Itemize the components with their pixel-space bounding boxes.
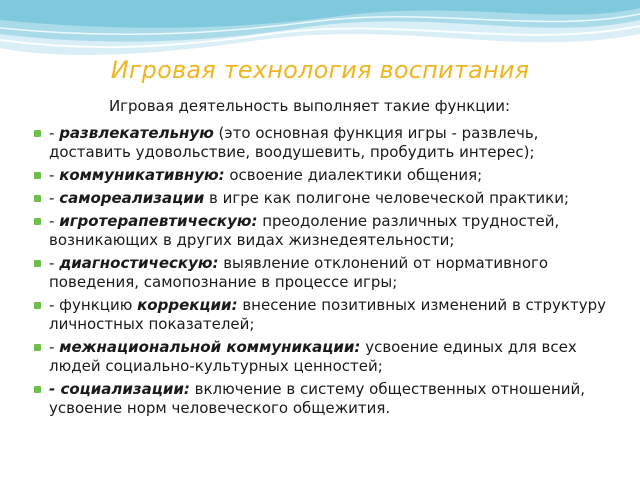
- item-prefix: - функцию: [49, 296, 138, 314]
- item-prefix: -: [49, 189, 60, 207]
- item-term: коммуникативную:: [59, 166, 225, 184]
- bullet-icon: [34, 130, 41, 137]
- list-item-self-realization: [34, 189, 609, 208]
- item-text: внесение позитивных изменений в структуру личностных показателей;: [49, 296, 607, 333]
- list-item-international-communication: [34, 338, 609, 376]
- item-term: - социализации:: [49, 380, 190, 398]
- item-text: (это основная функция игры - развлечь, доставить удовольствие, воодушевить, пробудить интерес);: [49, 124, 539, 161]
- item-term: игротерапевтическую:: [59, 212, 258, 230]
- list-item-correction: [34, 296, 609, 334]
- bullet-icon: [34, 218, 41, 225]
- bullet-icon: [34, 172, 41, 179]
- item-term: самореализации: [59, 189, 205, 207]
- item-text: освоение диалектики общения;: [224, 166, 483, 184]
- item-text: усвоение единых для всех людей социально-культурных ценностей;: [49, 338, 577, 375]
- item-text: преодоление различных трудностей, возникающих в других видах жизнедеятельности;: [49, 212, 560, 249]
- item-prefix: -: [49, 212, 60, 230]
- bullet-icon: [34, 386, 41, 393]
- list-item-socialization: [34, 380, 609, 418]
- item-prefix: -: [49, 166, 60, 184]
- item-term: межнациональной коммуникации:: [59, 338, 361, 356]
- slide-title: Игровая технология воспитания: [110, 56, 530, 84]
- bullet-icon: [34, 195, 41, 202]
- slide-content: [34, 97, 609, 422]
- item-text: выявление отклонений от нормативного поведения, самопознание в процессе игры;: [49, 254, 549, 291]
- item-prefix: -: [49, 254, 60, 272]
- bullet-icon: [34, 344, 41, 351]
- list-item-communicative: [34, 166, 609, 185]
- item-text: включение в систему общественных отношений, усвоение норм человеческого общежития.: [49, 380, 586, 417]
- list-item-diagnostic: [34, 254, 609, 292]
- intro-text: Игровая деятельность выполняет такие функции:: [108, 97, 511, 115]
- function-list: [34, 124, 609, 418]
- bullet-icon: [34, 260, 41, 267]
- item-prefix: -: [49, 124, 60, 142]
- item-term: развлекательную: [59, 124, 214, 142]
- list-item-game-therapy: [34, 212, 609, 250]
- item-prefix: -: [49, 338, 60, 356]
- list-item-entertainment: [34, 124, 609, 162]
- bullet-icon: [34, 302, 41, 309]
- item-term: коррекции:: [137, 296, 238, 314]
- item-term: диагностическую:: [59, 254, 219, 272]
- item-text: в игре как полигоне человеческой практики;: [204, 189, 570, 207]
